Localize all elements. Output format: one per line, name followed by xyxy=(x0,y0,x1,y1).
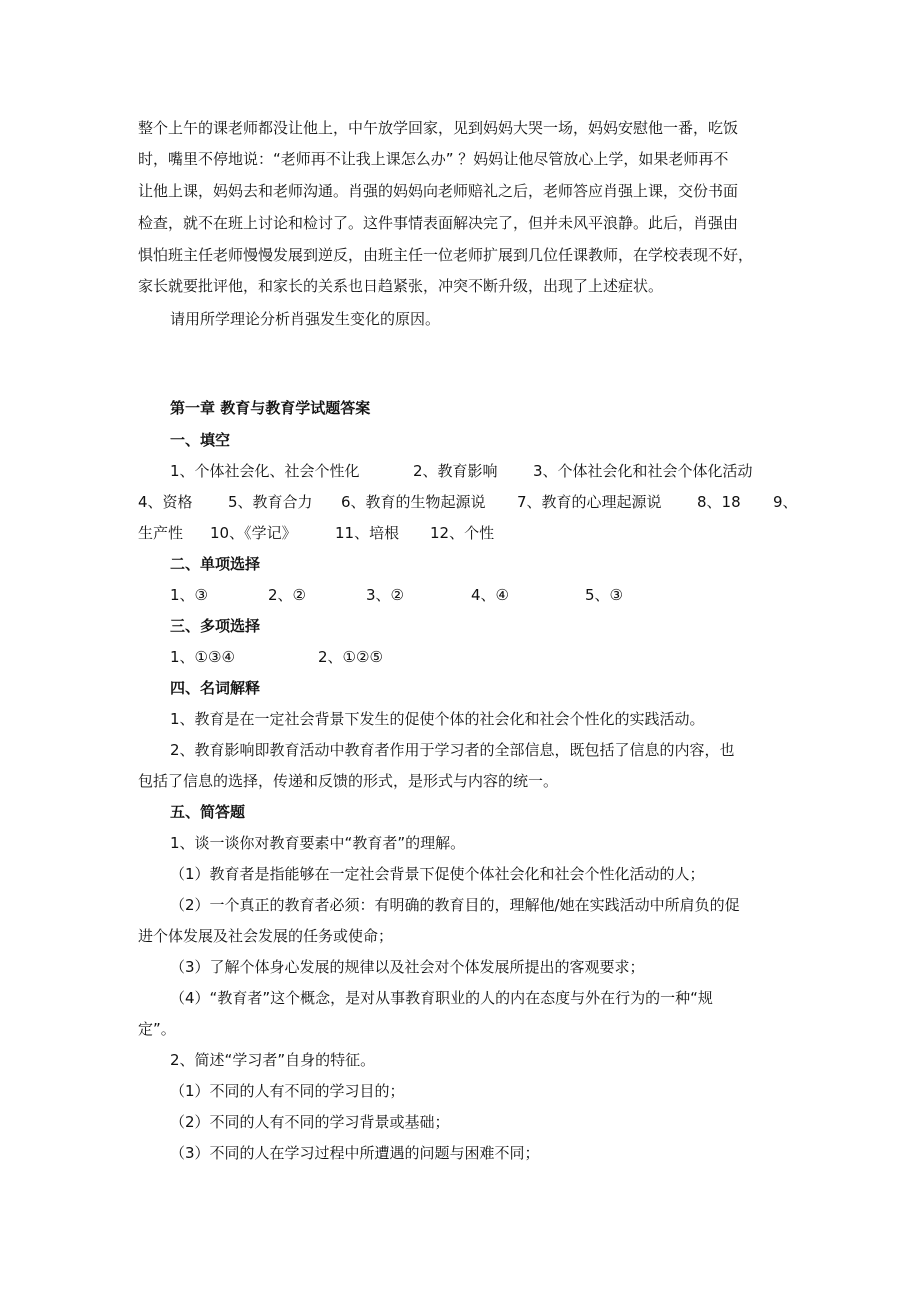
fill-answer: 4、资格 xyxy=(138,493,193,511)
fill-answer: 9、 xyxy=(773,493,798,511)
short-answer-line: 进个体发展及社会发展的任务或使命； xyxy=(138,927,394,945)
single-choice-answer: 3、② xyxy=(366,586,404,604)
story-line-3: 让他上课，妈妈去和老师沟通。肖强的妈妈向老师赔礼之后，老师答应肖强上课，交份书面 xyxy=(138,182,739,200)
fill-answer: 8、18 xyxy=(697,493,741,511)
fill-answer: 10、《学记》 xyxy=(210,524,297,542)
fill-answer: 生产性 xyxy=(138,524,184,542)
terms-line: 2、教育影响即教育活动中教育者作用于学习者的全部信息，既包括了信息的内容，也 xyxy=(170,741,735,759)
fill-answer: 7、教育的心理起源说 xyxy=(517,493,662,511)
short-answer-line: 定”。 xyxy=(138,1020,176,1038)
short-answer-line: （2）不同的人有不同的学习背景或基础； xyxy=(170,1113,450,1131)
story-question: 请用所学理论分析肖强发生变化的原因。 xyxy=(170,310,441,328)
terms-line: 包括了信息的选择，传递和反馈的形式，是形式与内容的统一。 xyxy=(138,772,559,790)
fill-answer: 3、个体社会化和社会个体化活动 xyxy=(533,462,753,480)
multi-choice-heading: 三、多项选择 xyxy=(170,617,261,635)
story-line-6: 家长就要批评他，和家长的关系也日趋紧张，冲突不断升级，出现了上述症状。 xyxy=(138,277,664,295)
fill-answer: 1、个体社会化、社会个性化 xyxy=(170,462,360,480)
single-choice-answer: 2、② xyxy=(268,586,306,604)
short-answer-line: （3）了解个体身心发展的规律以及社会对个体发展所提出的客观要求； xyxy=(170,958,645,976)
single-choice-answer: 4、④ xyxy=(471,586,509,604)
fill-answer: 11、培根 xyxy=(335,524,400,542)
terms-line: 1、教育是在一定社会背景下发生的促使个体的社会化和社会个性化的实践活动。 xyxy=(170,710,705,728)
story-line-5: 惧怕班主任老师慢慢发展到逆反，由班主任一位老师扩展到几位任课教师，在学校表现不好， xyxy=(138,246,754,264)
story-line-2: 时，嘴里不停地说：“老师再不让我上课怎么办” ？妈妈让他尽管放心上学，如果老师再不 xyxy=(138,150,729,168)
short-answer-line: 1、谈一谈你对教育要素中“教育者”的理解。 xyxy=(170,834,466,852)
short-answer-line: 2、简述“学习者”自身的特征。 xyxy=(170,1051,376,1069)
fill-answer: 2、教育影响 xyxy=(413,462,498,480)
fill-heading: 一、填空 xyxy=(170,431,231,449)
single-choice-answer: 1、③ xyxy=(170,586,208,604)
short-answer-line: （4）“教育者”这个概念，是对从事教育职业的人的内在态度与外在行为的一种“规 xyxy=(170,989,713,1007)
chapter-title: 第一章 教育与教育学试题答案 xyxy=(170,399,371,417)
short-answer-line: （2）一个真正的教育者必须：有明确的教育目的，理解他/她在实践活动中所肩负的促 xyxy=(170,896,740,914)
short-answer-line: （3）不同的人在学习过程中所遭遇的问题与困难不同； xyxy=(170,1144,540,1162)
multi-choice-answer: 2、①②⑤ xyxy=(318,648,383,666)
story-line-4: 检查，就不在班上讨论和检讨了。这件事情表面解决完了，但并未风平浪静。此后，肖强由 xyxy=(138,214,739,232)
fill-answer: 5、教育合力 xyxy=(228,493,313,511)
short-answer-line: （1）不同的人有不同的学习目的； xyxy=(170,1082,405,1100)
fill-answer: 6、教育的生物起源说 xyxy=(341,493,486,511)
story-line-1: 整个上午的课老师都没让他上，中午放学回家，见到妈妈大哭一场，妈妈安慰他一番，吃饭 xyxy=(138,119,739,137)
short-answer-heading: 五、简答题 xyxy=(170,803,246,821)
single-choice-answer: 5、③ xyxy=(585,586,623,604)
fill-answer: 12、个性 xyxy=(430,524,495,542)
single-choice-heading: 二、单项选择 xyxy=(170,555,261,573)
multi-choice-answer: 1、①③④ xyxy=(170,648,235,666)
short-answer-line: （1）教育者是指能够在一定社会背景下促使个体社会化和社会个性化活动的人； xyxy=(170,865,705,883)
terms-heading: 四、名词解释 xyxy=(170,679,261,697)
